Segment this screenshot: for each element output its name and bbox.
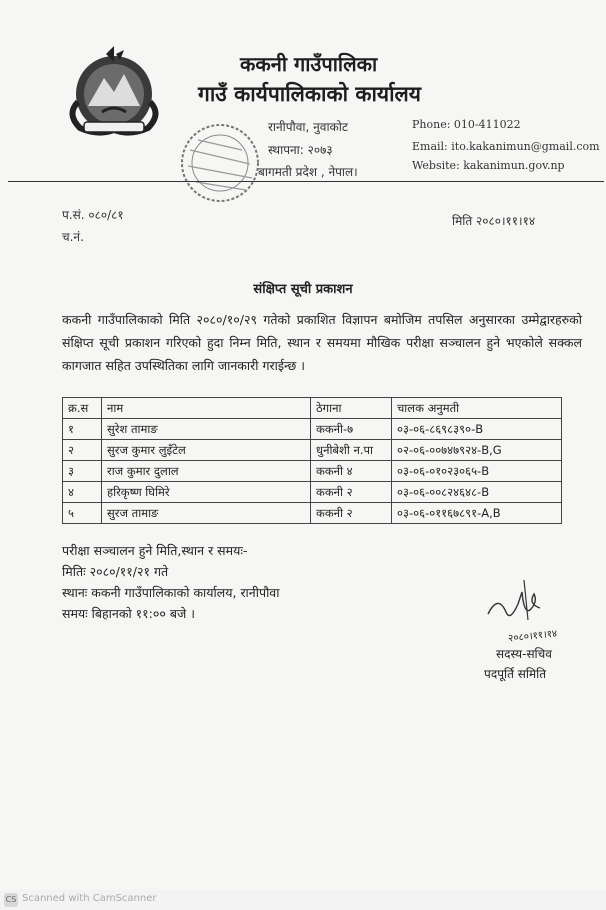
- header-divider: [8, 181, 604, 182]
- municipality-title: ककनी गाउँपालिका: [240, 52, 378, 76]
- cell-sn: १: [63, 419, 102, 440]
- address-line-3: बागमती प्रदेश , नेपाल।: [258, 165, 358, 179]
- notice-body: ककनी गाउँपालिकाको मिति २०८०/१०/२९ गतेको प्रकाशित विज्ञापन बमोजिम तपसिल अनुसारका उम्मेद्वारहरुको संक्षिप्त सूची प्रकाशन गरिएको हुदा निम्न मिति, स्थान र समयमा मौखिक परीक्षा सञ्चालन हुने भएकोले सक्कल कागजात सहित उपस्थितिका लागि जानकारी गराईन्छ ।: [62, 312, 582, 373]
- cell-address: धुनीबेशी न.पा: [311, 440, 392, 461]
- exam-date: मितिः २०८०/११/२१ गते: [62, 564, 169, 579]
- cell-name: हरिकृष्ण घिमिरे: [102, 482, 311, 503]
- office-title: गाउँ कार्यपालिकाको कार्यालय: [198, 82, 421, 106]
- cell-sn: २: [63, 440, 102, 461]
- cell-license: ०३-०६-८६९८३९०-B: [392, 419, 562, 440]
- cell-name: राज कुमार दुलाल: [102, 461, 311, 482]
- col-header-sn: क्र.स: [63, 398, 102, 419]
- website-text: Website: kakanimun.gov.np: [412, 159, 565, 172]
- cell-license: ०२-०६-००७४७९२४-B,G: [392, 440, 562, 461]
- exam-place: स्थानः ककनी गाउँपालिकाको कार्यालय, रानीपौवा: [62, 585, 280, 600]
- committee-name: पदपूर्ति समिति: [484, 667, 547, 681]
- dispatch-number: च.नं.: [62, 230, 84, 244]
- cell-license: ०३-०६-०११६७८९१-A,B: [392, 503, 562, 524]
- cell-address: ककनी-७: [311, 419, 392, 440]
- address-line-2: स्थापना: २०७३: [268, 143, 333, 157]
- cell-address: ककनी २: [311, 503, 392, 524]
- cell-address: ककनी ४: [311, 461, 392, 482]
- address-line-1: रानीपौवा, नुवाकोट: [268, 120, 348, 134]
- scanner-footer: [0, 890, 606, 910]
- signature-date: २०८०।११।१४: [507, 628, 558, 645]
- exam-info-intro: परीक्षा सञ्चालन हुने मिति,स्थान र समयः-: [62, 543, 248, 558]
- col-header-address: ठेगाना: [311, 398, 392, 419]
- cell-sn: ५: [63, 503, 102, 524]
- signatory-title: सदस्य-सचिव: [496, 647, 552, 661]
- exam-info-block: [62, 540, 280, 624]
- table-header-row: [63, 398, 562, 419]
- table-row: [63, 440, 562, 461]
- cell-sn: ३: [63, 461, 102, 482]
- cell-license: ०३-०६-००८२४६४८-B: [392, 482, 562, 503]
- letter-number: प.सं. ०८०/८१: [62, 208, 124, 222]
- office-seal-stamp-icon: [176, 120, 264, 206]
- cell-name: सुरज तामाङ: [102, 503, 311, 524]
- email-text: Email: ito.kakanimun@gmail.com: [412, 140, 600, 153]
- scanner-watermark: Scanned with CamScanner: [22, 893, 157, 904]
- table-row: [63, 503, 562, 524]
- table-row: [63, 482, 562, 503]
- phone-text: Phone: 010-411022: [412, 118, 521, 131]
- cell-sn: ४: [63, 482, 102, 503]
- nepal-government-emblem-icon: [58, 44, 170, 140]
- cell-address: ककनी २: [311, 482, 392, 503]
- cell-name: सुरज कुमार लुइँटेल: [102, 440, 311, 461]
- table-row: [63, 461, 562, 482]
- exam-time: समयः बिहानको ११:०० बजे ।: [62, 606, 195, 621]
- cell-name: सुरेश तामाङ: [102, 419, 311, 440]
- camscanner-icon: CS: [4, 893, 18, 907]
- col-header-license: चालक अनुमती: [392, 398, 562, 419]
- notice-heading: संक्षिप्त सूची प्रकाशन: [253, 282, 353, 297]
- cell-license: ०३-०६-०१०२३०६५-B: [392, 461, 562, 482]
- candidate-table: [62, 397, 562, 524]
- table-row: [63, 419, 562, 440]
- letter-date: मिति २०८०।११।१४: [452, 214, 536, 228]
- col-header-name: नाम: [102, 398, 311, 419]
